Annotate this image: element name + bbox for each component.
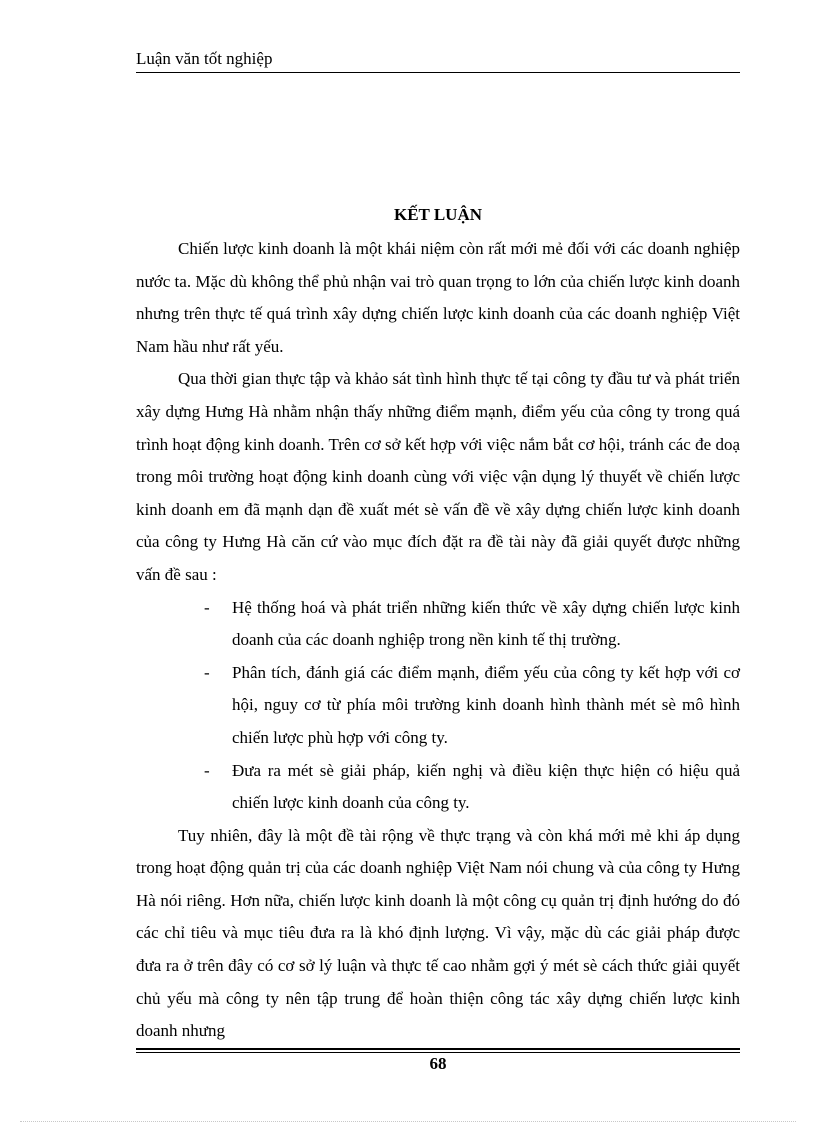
paragraph: Chiến lược kinh doanh là một khái niệm còn rất mới mẻ đối với các doanh nghiệp nước ta. Mặc dù không thể phủ nhận vai trò quan trọng to lớn của chiến lược kinh doanh nhưng trên thực tế quá trình xây dựng chiến lược kinh doanh của các doanh nghiệp Việt Nam hầu như rất yếu. [136, 239, 740, 356]
list-item-text: Phân tích, đánh giá các điểm mạnh, điểm yếu của công ty kết hợp với cơ hội, nguy cơ từ phía môi trường kinh doanh hình thành mét sè mô hình chiến lược phù hợp với công ty. [232, 662, 740, 747]
paragraph: Tuy nhiên, đây là một đề tài rộng về thực trạng và còn khá mới mẻ khi áp dụng trong hoạt động quản trị của các doanh nghiệp Việt Nam nói chung và của công ty Hưng Hà nói riêng. Hơn nữa, chiến lược kinh doanh là một công cụ quản trị định hướng do đó các chỉ tiêu và mục tiêu đưa ra là khó định lượng. Vì vậy, mặc dù các giải pháp được đưa ra ở trên đây có cơ sở lý luận và thực tế cao nhằm gợi ý mét sè cách thức giải quyết chủ yếu mà công ty nên tập trung để hoàn thiện công tác xây dựng chiến lược kinh doanh nhưng [136, 825, 740, 1041]
list-item [136, 592, 740, 657]
header-title: Luận văn tốt nghiệp [136, 49, 273, 68]
list-item-text: Hệ thống hoá và phát triển những kiến thức về xây dựng chiến lược kinh doanh của các doanh nghiệp trong nền kinh tế thị trường. [232, 597, 740, 650]
list-item [136, 657, 740, 755]
running-header [136, 48, 740, 73]
list-item-text: Đưa ra mét sè giải pháp, kiến nghị và điều kiện thực hiện có hiệu quả chiến lược kinh doanh của công ty. [232, 760, 740, 813]
page-number: 68 [429, 1054, 447, 1073]
page-edge-divider [20, 1121, 796, 1122]
list-item [136, 755, 740, 820]
footer-rule-thick [136, 1048, 740, 1050]
list-marker: - [204, 662, 210, 682]
conclusion-list [136, 592, 740, 820]
body-text [136, 233, 740, 1048]
header-rule [136, 72, 740, 73]
paragraph: Qua thời gian thực tập và khảo sát tình hình thực tế tại công ty đầu tư và phát triển xây dựng Hưng Hà nhằm nhận thấy những điểm mạnh, điểm yếu của công ty trong quá trình hoạt động kinh doanh. Trên cơ sở kết hợp với việc nắm bắt cơ hội, tránh các đe doạ trong môi trường hoạt động kinh doanh cùng với việc vận dụng lý thuyết về chiến lược kinh doanh em đã mạnh dạn đề xuất mét sè vấn đề về xây dựng chiến lược kinh doanh của công ty Hưng Hà căn cứ vào mục đích đặt ra đề tài này đã giải quyết được những vấn đề sau : [136, 369, 740, 584]
list-marker: - [204, 760, 210, 780]
section-title: KẾT LUẬN [393, 205, 482, 224]
list-marker: - [204, 597, 210, 617]
